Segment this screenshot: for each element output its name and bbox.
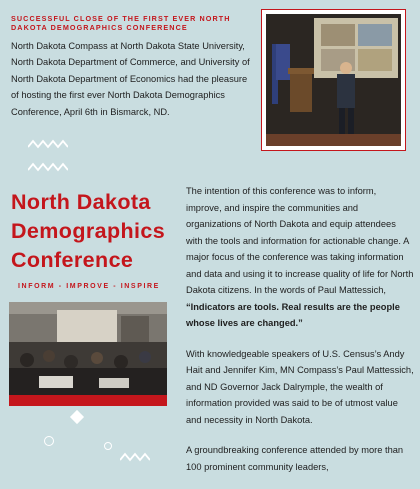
speaker-photo (261, 9, 406, 151)
diamond-decor-icon (70, 410, 84, 424)
body-paragraph-3: A groundbreaking conference attended by more than 100 prominent community leaders, (186, 445, 404, 472)
body-paragraph-1: The intention of this conference was to inform, improve, and inspire the communities and organizations of North Dakota and equip attendees with the tools and information for actionable change. A major focus of the conference was taking information and data and using it to increase quality of life for North Dakota citizens. In the words of Paul Mattessich, “Indicators are tools. Real results are the people whose lives are changed.” (186, 186, 414, 328)
intro-paragraph: North Dakota Compass at North Dakota State University, North Dakota Department of Commerce, and University of North Dakota Department of Economics had the pleasure of hosting the first ever North Dakota Demographics Conference, April 6th in Bismarck, ND. (11, 41, 250, 117)
conference-tagline: INFORM - IMPROVE - INSPIRE (18, 283, 160, 290)
mattessich-quote: “Indicators are tools. Real results are the people whose lives are changed.” (186, 301, 400, 328)
article-body (186, 183, 414, 489)
photo-accent-bar (9, 395, 167, 406)
conference-title-line-3: Conference (11, 248, 134, 272)
conference-title-line-1: North Dakota (11, 190, 151, 214)
zigzag-decor-icon (28, 139, 68, 149)
circle-decor-icon (44, 436, 54, 446)
conference-title (11, 188, 176, 275)
conference-title-line-2: Demographics (11, 219, 166, 243)
audience-photo (9, 302, 167, 395)
zigzag-decor-icon (28, 162, 68, 172)
body-paragraph-2: With knowledgeable speakers of U.S. Census’s Andy Hait and Jennifer Kim, MN Compass’s Paul Mattessich, and ND Governor Jack Dalrymple, the wealth of information provided was said to be of utmost value and necessity in North Dakota. (186, 348, 414, 425)
speaker-photo-image (266, 14, 401, 146)
article-kicker: SUCCESSFUL CLOSE OF THE FIRST EVER NORTH DAKOTA DEMOGRAPHICS CONFERENCE (11, 14, 231, 32)
zigzag-decor-icon (120, 452, 150, 462)
circle-decor-icon (104, 442, 112, 450)
